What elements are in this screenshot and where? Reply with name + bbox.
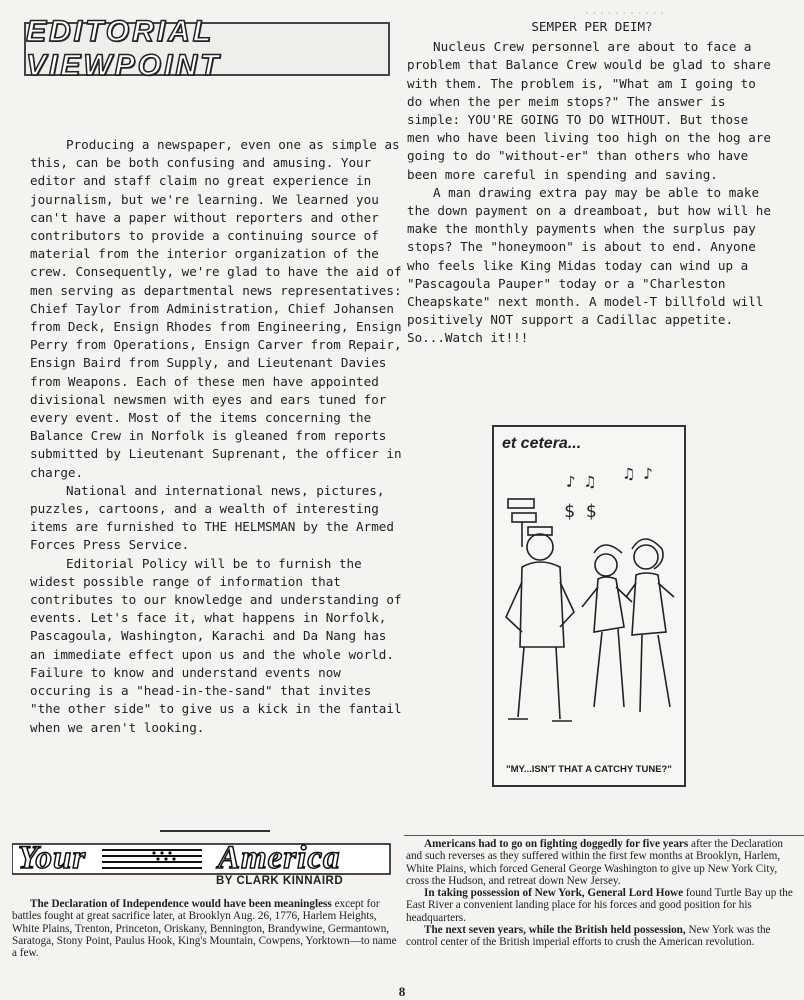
your-america-left-text: The Declaration of Independence would have been meaningless except for battles fought at great sacrifice later, at Brooklyn Aug. 26, 1776, Harlem Heights, White Plains, Trenton, Princeton, Oriskany, Bennington, Brandywine, Germantown, Saratoga, Stony Point, Paulus Hook, King's Mountain, Cowpens, Yorktown—to name a few. (12, 898, 397, 960)
cartoon-header: et cetera... (502, 435, 582, 452)
your-america-right-column (406, 838, 798, 949)
svg-text:$ $: $ $ (564, 501, 597, 522)
editorial-banner (24, 15, 390, 82)
editorial-paragraph: Producing a newspaper, even one as simple as this, can be both confusing and amusing. Your editor and staff claim no great experience in journalism, but we're learning. We learned you can't have a paper without reporters and other contributors to provide a continuing source of material from the interior organization of the crew. Consequently, we're glad to have the aid of men serving as departmental news representatives: Chief Taylor from Administration, Chief Johansen from Deck, Ensign Rhodes from Engineering, Ensign Perry from Operations, Ensign Carver from Repair, Ensign Baird from Supply, and Lieutenant Davies from Weapons. Each of these men have appointed divisional newsmen with eyes and ears tuned for every event. Most of the items concerning the Balance Crew in Norfolk is gleaned from reports submitted by Lieutenant Suprenant, the officer in charge. (30, 137, 402, 480)
your-america-paragraph: Americans had to go on fighting doggedly for five years after the Declaration and such reverses as they suffered within the first few months at Brooklyn, Harlem, White Plains, which forced General George Washington to give up New York City, cross the Hudson, and retreat down New Jersey. (406, 838, 783, 887)
editorial-banner-title: EDITORIAL VIEWPOINT (26, 15, 222, 82)
semper-paragraph: A man drawing extra pay may be able to make the down payment on a dreamboat, but how will he make the monthly payments when the surplus pay stops? The "honeymoon" is about to end. Anyone who feels like King Midas today can wind up a "Pascagoula Pauper" today or a "Charleston Cheapskate" next month. A model-T billfold will positively NOT support a Cadillac appetite. So...Watch it!!! (407, 184, 771, 346)
bleed-through-text: ........... (410, 2, 666, 17)
cartoon-illustration (494, 457, 684, 757)
svg-text:♪ ♫: ♪ ♫ (566, 472, 595, 491)
column-end-rule (160, 830, 270, 832)
your-america-paragraph: The next seven years, while the British held possession, New York was the control center of the British imperial efforts to crush the American revolution. (406, 924, 771, 949)
svg-text:♫ ♪: ♫ ♪ (624, 464, 653, 483)
your-america-paragraph: In taking possession of New York, General Lord Howe found Turtle Bay up the East River a convenient landing place for his forces and good position for his headquarters. (406, 887, 793, 924)
semper-paragraph: Nucleus Crew personnel are about to face a problem that Balance Crew would be glad to share with them. The problem is, "What am I going to do when the per meim stops?" The answer is simple: YOU'RE GOING TO DO WITHOUT. But those men who have been living too high on the hog are going to do "without-er" than others who have been more careful in spending and saving. (407, 39, 771, 182)
your-america-word1: Your (18, 840, 87, 876)
editorial-column (30, 136, 402, 737)
semper-title: SEMPER PER DEIM? (531, 19, 653, 34)
section-divider (404, 835, 804, 836)
page-number: 8 (398, 984, 406, 999)
editorial-paragraph: Editorial Policy will be to furnish the widest possible range of information that contributes to our knowledge and understanding of events. Let's face it, what happens in Norfolk, Pascagoula, Washington, Karachi and Da Nang has an immediate effect upon us and the whole world. Failure to know and understand events now occuring is a "head-in-the-sand" that invites "the other side" to give us a kick in the fantail when we aren't looking. (30, 555, 402, 735)
editorial-paragraph: National and international news, pictures, puzzles, cartoons, and a wealth of interesting items are furnished to THE HELMSMAN by the Armed Forces Press Service. (30, 482, 394, 553)
byline: BY CLARK KINNAIRD (216, 875, 344, 887)
semper-column (407, 18, 777, 348)
your-america-word2: America (218, 840, 341, 876)
cartoon-caption: "MY...ISN'T THAT A CATCHY TUNE?" (506, 764, 672, 775)
cartoon-panel (492, 425, 686, 787)
